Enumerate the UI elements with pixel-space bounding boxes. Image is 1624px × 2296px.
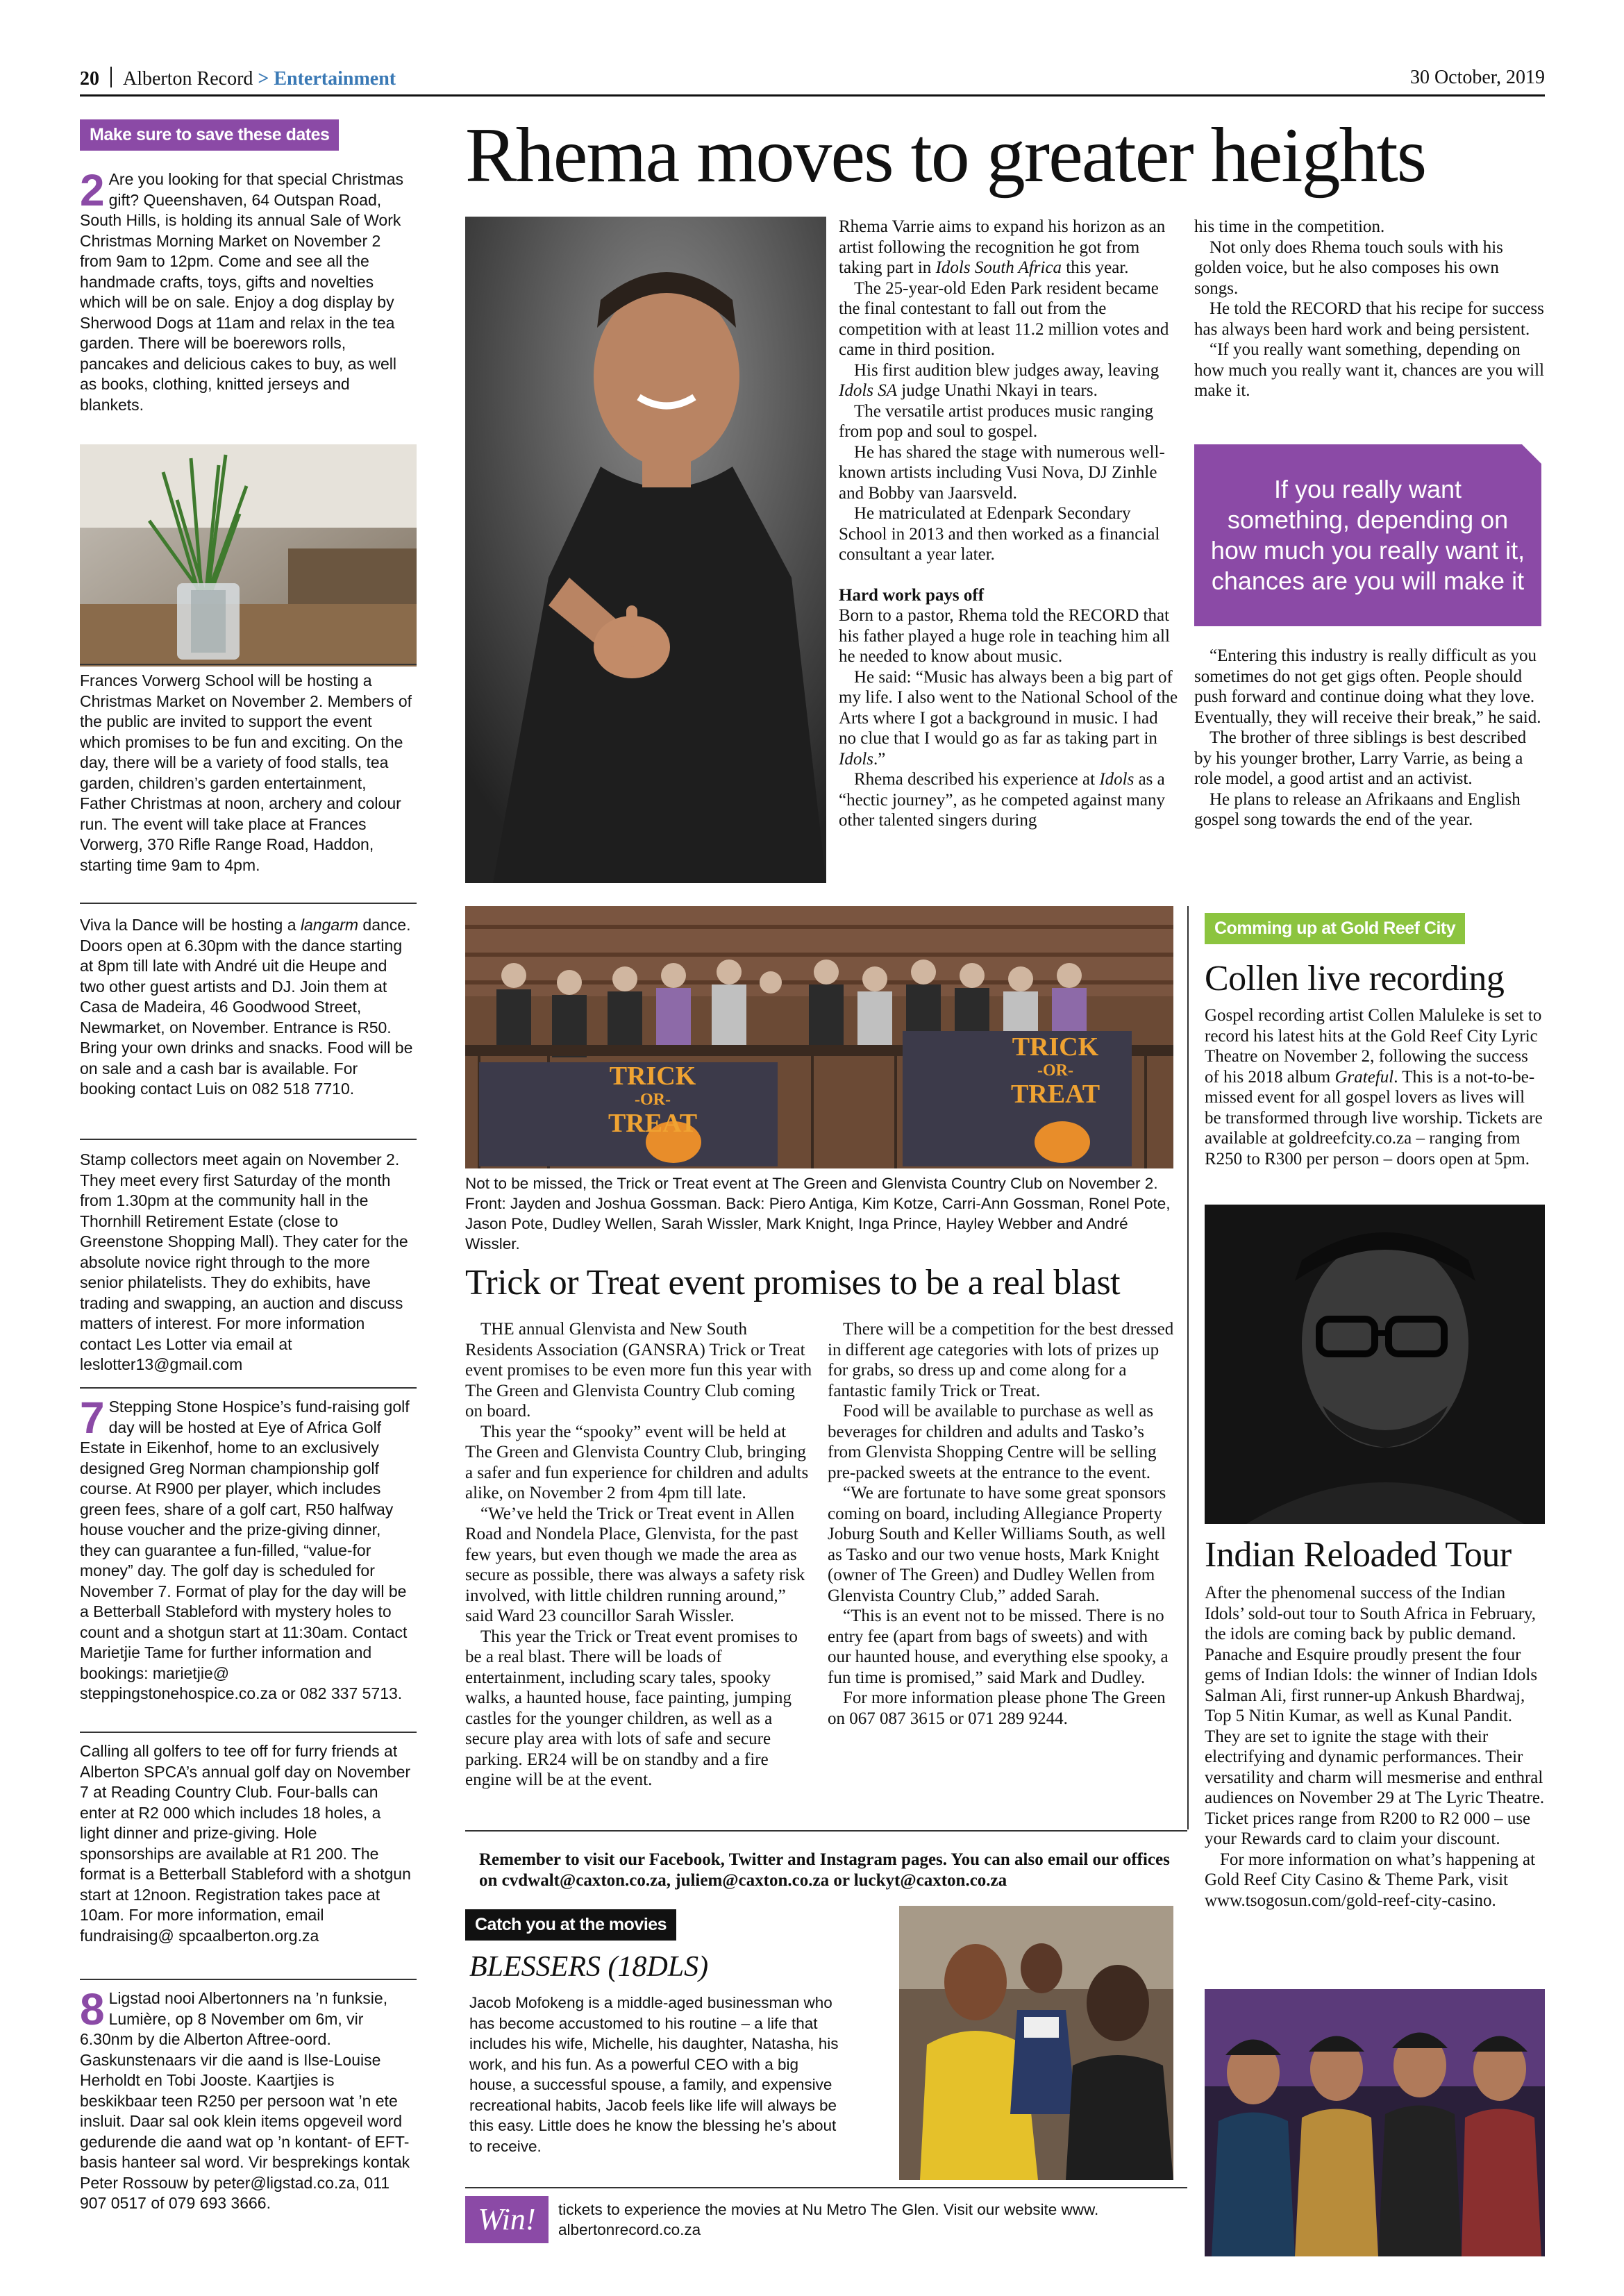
main-headline: Rhema moves to greater heights: [465, 112, 1426, 199]
event-text: Are you looking for that special Christmas gift? Queenshaven, 64 Outspan Road, South Hills, is holding its annual Sale of Work Christmas Morning Market on November 2 from 9am to 12pm. Come and see all the handmade crafts, toys, gifts and novelties which will be on sale. Enjoy a dog display by Sherwood Dogs at 11am and relax in the tea garden. There will be boerewors rolls, pancakes and delicious cakes to buy, as well as books, clothing, knitted jerseys and blankets.: [80, 170, 404, 414]
issue-date: 30 October, 2019: [1409, 67, 1545, 88]
sidebar-rule: [80, 903, 417, 904]
article-paragraph: “We’ve held the Trick or Treat event in Allen Road and Nondela Place, Glenvista, for the past few years, but even though we made the area as secure as possible, there was always a safety risk involved, with little children running around,” said Ward 23 councillor Sarah Wissler.: [465, 1504, 805, 1625]
sidebar-rule: [80, 1387, 417, 1389]
win-rule: [465, 2187, 1187, 2188]
article-paragraph: This year the Trick or Treat event promises to be a real blast. There will be loads of entertainment, including scary tales, spooky walks, a haunted house, face painting, jumping castles for the younger children, as well as a secure play area with lots of safe and secure parking. ER24 will be on standby and a fire engine will be at the event.: [465, 1627, 798, 1789]
article-paragraph: After the phenomenal success of the Indian Idols’ sold-out tour to South Africa in February, the idols are coming back by public demand. Panache and Esquire proudly present the four gems of Indian Idols: the winner of Indian Idols Salman Ali, first runner-up Ankush Bhardwaj, Top 5 Nitin Kumar, as well as Kunal Pandit. They are set to ignite the stage with their electrifying and dynamic performances. Their versatility and charm will mesmerise and enthral audiences on November 29 at The Lyric Theatre. Ticket prices range from R200 to R2 000 – use your Rewards card to claim your discount.: [1205, 1584, 1545, 1848]
win-text: tickets to experience the movies at Nu Metro The Glen. Visit our website www. albertonrecord.co.za: [558, 2201, 1099, 2238]
win-badge: Win!: [465, 2196, 549, 2243]
trick-article-col2: [828, 1319, 1175, 1729]
pull-quote-text: If you really want something, depending on how much you really want it, chances are you will make it: [1210, 475, 1525, 595]
sidebar-event-stepping-stone: [80, 1393, 413, 1704]
article-paragraph: For more information please phone The Green on 067 087 3615 or 071 289 9244.: [828, 1689, 1166, 1728]
article-paragraph: The brother of three siblings is best described by his younger brother, Larry Varrie, as being a role model, a good artist and an activist.: [1194, 728, 1527, 788]
plant-photo: [80, 444, 417, 667]
sidebar-rule: [80, 1139, 417, 1140]
pull-quote: [1194, 444, 1541, 626]
article-paragraph: He has shared the stage with numerous well-known artists including Vusi Nova, DJ Zinhle and Bobby van Jaarsveld.: [839, 442, 1165, 503]
blessers-movie-still: [899, 1906, 1173, 2180]
article-paragraph: Gospel recording artist Collen Maluleke is set to record his latest hits at the Gold Reef City Lyric Theatre on November 2, following the success of his 2018 album Grateful. This is a not-to-be-missed event for all gospel lovers as lives will be transformed through live worship. Tickets are available at goldreefcity.co.za – ranging from R250 to R300 per person – doors open at 5pm.: [1205, 1006, 1543, 1168]
header-divider: [110, 67, 112, 87]
article-paragraph: The versatile artist produces music ranging from pop and soul to gospel.: [839, 401, 1154, 441]
article-paragraph: Not only does Rhema touch souls with his golden voice, but he also composes his own songs.: [1194, 237, 1503, 298]
article-paragraph: Food will be available to purchase as well as beverages for children and adults and Tasko’s from Glenvista Shopping Centre will be selling pre-packed sweets at the entrance to the event.: [828, 1402, 1157, 1482]
event-text: Viva la Dance will be hosting a: [80, 916, 301, 934]
banner-trick-or-treat-right: TRICK -OR- TREAT: [1010, 1032, 1100, 1109]
publication-name: Alberton Record: [123, 68, 253, 90]
article-paragraph: He matriculated at Edenpark Secondary School in 2013 and then worked as a financial consultant a year later.: [839, 504, 1160, 564]
sidebar-event-stamp-collectors: Stamp collectors meet again on November 2. They meet every first Saturday of the month from 1.30pm at the community hall in the Thornhill Retirement Estate (close to Greenstone Shopping Mall). They cater for the absolute novice right through to the more senior philatelists. They do exhibits, have trading and swapping, an auction and discuss matters of interest. For more information contact Les Lotter via email at leslotter13@gmail.com: [80, 1150, 408, 1373]
page-header: [80, 67, 1545, 96]
page-number: 20: [80, 68, 99, 90]
pull-quote-corner: [1522, 444, 1541, 464]
section-name: Entertainment: [274, 68, 396, 90]
article-subhead: Hard work pays off: [839, 585, 985, 605]
article-paragraph: He plans to release an Afrikaans and English gospel song towards the end of the year.: [1194, 789, 1521, 829]
indian-reloaded-article: [1205, 1583, 1545, 1911]
article-paragraph: his time in the competition.: [1194, 217, 1385, 236]
indian-reloaded-headline: Indian Reloaded Tour: [1205, 1535, 1512, 1575]
reminder-rule: [465, 1830, 1187, 1832]
event-text: dance. Doors open at 6.30pm with the dance starting at 8pm till late with André uit die Heupe and two other guest artists and DJ. Join them at Casa de Madeira, 46 Goodwood Street, Newmarket, on November. Entrance is R50. Bring your own drinks and snacks. Food will be on sale and a cash bar is available. For booking contact Luis on 082 518 7710.: [80, 916, 413, 1098]
event-text: Stepping Stone Hospice’s fund-raising golf day will be hosted at Eye of Africa Golf Estate in Eikenhof, home to an exclusively designed Greg Norman championship golf course. At R900 per player, which includes green fees, share of a golf cart, R50 halfway house voucher and the prize-giving dinner, they can guarantee a fun-filled, “value-for money” day. The golf day is scheduled for November 7. Format of play for the day will be a Betterball Stableford with mystery holes to count and a shotgun start at 11:30am. Contact Marietjie Tame for further information and bookings: marietjie@ steppingstonehospice.co.za or 082 337 5713.: [80, 1398, 410, 1702]
article-paragraph: “Entering this industry is really difficult as you sometimes do not get gigs often. People should push forward and continue doing what they love. Eventually, they will receive their break,” he said.: [1194, 646, 1541, 727]
event-number: 2: [80, 165, 105, 215]
trick-or-treat-photo: [465, 906, 1173, 1168]
sidebar-event-spca-golf: Calling all golfers to tee off for furry friends at Alberton SPCA’s annual golf day on November 7 at Reading Country Club. Four-balls can enter at R2 000 which includes 18 holes, a light dinner and prize-giving. Hole sponsorships are available at R1 200. The format is a Betterball Stableford with a shotgun start at 12noon. Registration takes pace at 10am. For more information, email fundraising@ spcaalberton.org.za: [80, 1742, 411, 1945]
header-rule: [80, 94, 1545, 97]
rhema-photo: [465, 217, 826, 883]
article-paragraph: This year the “spooky” event will be held at The Green and Glenvista Country Club, bringing a safer and fun experience for children and adults alike, on November 2 from 4pm till late.: [465, 1422, 809, 1502]
gold-reef-tag: Comming up at Gold Reef City: [1205, 913, 1465, 944]
article-paragraph: Rhema described his experience at Idols as a “hectic journey”, as he competed against many other talented singers during: [839, 770, 1165, 830]
trick-photo-caption: Not to be missed, the Trick or Treat event at The Green and Glenvista Country Club on November 2. Front: Jayden and Joshua Gossman. Back: Piero Antiga, Kim Kotze, Carri-Ann Gossman, Ronel Pote, Jason Pote, Dudley Wellen, Sarah Wissler, Mark Knight, Inga Prince, Hayley Webber and André Wissler.: [465, 1175, 1171, 1252]
section-arrow: >: [258, 68, 269, 90]
article-paragraph: “If you really want something, depending on how much you really want it, chances are you will make it.: [1194, 340, 1545, 400]
article-paragraph: Rhema Varrie aims to expand his horizon as an artist following the recognition he got from taking part in Idols South Africa this year.: [839, 217, 1166, 277]
article-paragraph: “This is an event not to be missed. There is no entry fee (apart from bags of sweets) and with our haunted house, and everything else spooky, a fun time is promised,” said Mark and Dudley.: [828, 1607, 1169, 1687]
event-text: Ligstad nooi Albertonners na ’n funksie, Lumière, op 8 November om 6m, vir 6.30nm by die Alberton Aftree-oord. Gaskunstenaars vir die aand is Ilse-Louise Herholdt en Tobi Jooste. Kaartjies is beskikbaar teen R250 per persoon wat ’n ete insluit. Daar sal ook klein items opgeveil word gedurende die aand wat op ’n kontant- of EFT-basis hanteer sal word. Vir besprekings kontak Peter Rossouw by peter@ligstad.co.za, 011 907 0517 of 079 693 3666.: [80, 1989, 410, 2212]
sidebar-rule: [80, 664, 417, 665]
article-paragraph: The 25-year-old Eden Park resident became the final contestant to fall out from the competition with at least 11.2 million votes and came in third position.: [839, 278, 1169, 359]
article-paragraph: He told the RECORD that his recipe for success has always been hard work and being persistent.: [1194, 299, 1544, 339]
trick-headline: Trick or Treat event promises to be a real blast: [465, 1263, 1121, 1302]
movies-tag: Catch you at the movies: [465, 1909, 676, 1941]
event-number: 8: [80, 1984, 105, 2034]
banner-trick-or-treat-left: TRICK -OR- TREAT: [608, 1062, 698, 1138]
movie-synopsis: Jacob Mofokeng is a middle-aged businessman who has become accustomed to his routine – a life that includes his wife, Michelle, his daughter, Natasha, his work, and his fun. As a powerful CEO with a big house, a successful spouse, a family, and expensive recreational habits, Jacob feels like life will always be this easy. Little does he know the blessing he’s about to receive.: [469, 1994, 839, 2155]
rhema-article-col1: [839, 217, 1179, 831]
sidebar-event-viva-la-dance: [80, 915, 413, 1100]
event-text-italic: langarm: [300, 916, 359, 934]
indian-idols-photo: [1205, 1989, 1545, 2256]
event-number: 7: [80, 1393, 105, 1443]
collen-article: [1205, 1005, 1545, 1169]
sidebar-rule: [80, 1979, 417, 1980]
save-dates-tag: Make sure to save these dates: [80, 119, 339, 151]
trick-article-col1: [465, 1319, 812, 1791]
article-paragraph: THE annual Glenvista and New South Residents Association (GANSRA) Trick or Treat event promises to be even more fun this year with The Green and Glenvista Country Club coming on board.: [465, 1320, 812, 1421]
column-divider: [1187, 906, 1189, 1829]
sidebar-event-ligstad: [80, 1984, 413, 2214]
rhema-article-col2b: [1194, 646, 1545, 830]
sidebar-event-queenshaven: [80, 165, 413, 415]
rhema-article-col2: [1194, 217, 1545, 401]
article-paragraph: Born to a pastor, Rhema told the RECORD that his father played a huge role in teaching him all he needed to know about music.: [839, 606, 1170, 666]
sidebar-rule: [80, 1732, 417, 1733]
social-reminder: Remember to visit our Facebook, Twitter and Instagram pages. You can also email our offices on cvdwalt@caxton.co.za, juliem@caxton.co.za or luckyt@caxton.co.za: [479, 1850, 1170, 1890]
article-paragraph: “We are fortunate to have some great sponsors coming on board, including Allegiance Property Joburg South and Keller Williams South, as well as Tasko and our two venue hosts, Mark Knight (owner of The Green) and Dudley Wellen from Glenvista Country Club,” added Sarah.: [828, 1484, 1166, 1605]
collen-maluleke-photo: [1205, 1205, 1545, 1524]
article-paragraph: He said: “Music has always been a big part of my life. I also went to the National School of the Arts where I got a background in music. I had no clue that I would go as far as taking part in Idols.”: [839, 667, 1178, 769]
collen-headline: Collen live recording: [1205, 959, 1505, 998]
movie-title: BLESSERS (18DLS): [469, 1951, 709, 1983]
article-paragraph: His first audition blew judges away, leaving Idols SA judge Unathi Nkayi in tears.: [839, 360, 1160, 400]
article-paragraph: For more information on what’s happening at Gold Reef City Casino & Theme Park, visit www.tsogosun.com/gold-reef-city-casino.: [1205, 1850, 1536, 1910]
article-paragraph: There will be a competition for the best dressed in different age categories with lots of prizes up for grabs, so dress up and come along for a fantastic family Trick or Treat.: [828, 1320, 1174, 1400]
sidebar-event-frances-vorwerg: Frances Vorwerg School will be hosting a Christmas Market on November 2. Members of the public are invited to support the event which promises to be fun and exciting. On the day, there will be a variety of food stalls, tea garden, children’s garden entertainment, Father Christmas at noon, archery and colour run. The event will take place at Frances Vorwerg, 370 Rifle Range Road, Haddon, starting time 9am to 4pm.: [80, 671, 412, 874]
